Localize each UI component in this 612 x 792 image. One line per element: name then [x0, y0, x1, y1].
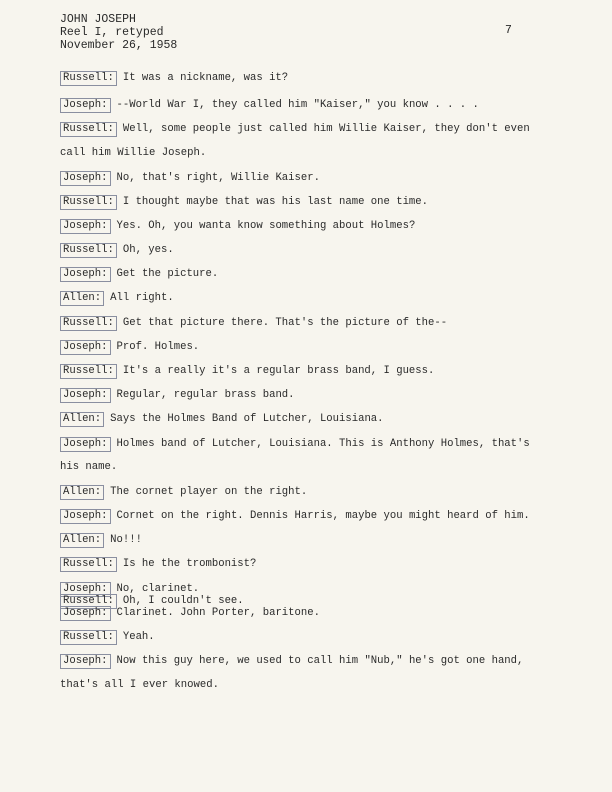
dialogue-text: It's a really it's a regular brass band, I guess.	[122, 365, 435, 377]
transcript-line	[60, 654, 592, 669]
speaker-label: Russell:	[60, 243, 117, 258]
transcript-line	[60, 630, 592, 645]
speaker-label: Joseph:	[60, 267, 111, 282]
transcript-line	[60, 437, 592, 452]
transcript-line	[60, 98, 592, 113]
transcript-line	[60, 243, 592, 258]
transcript-line	[60, 533, 592, 548]
dialogue-text: No, clarinet.	[116, 583, 200, 595]
dialogue-text: his name.	[60, 461, 118, 473]
dialogue-text: call him Willie Joseph.	[60, 147, 207, 159]
dialogue-text: Regular, regular brass band.	[116, 389, 295, 401]
dialogue-text: --World War I, they called him "Kaiser," you know . . . .	[116, 99, 479, 111]
speaker-label: Russell:	[60, 630, 117, 645]
dialogue-text: Is he the trombonist?	[122, 558, 257, 570]
transcript-line	[60, 267, 592, 282]
speaker-label: Allen:	[60, 533, 104, 548]
speaker-label: Joseph:	[60, 606, 111, 621]
dialogue-text: that's all I ever knowed.	[60, 679, 219, 691]
transcript-line	[60, 364, 592, 379]
transcript-line	[60, 291, 592, 306]
transcript-line	[60, 485, 592, 500]
speaker-label: Russell:	[60, 316, 117, 331]
speaker-label: Joseph:	[60, 340, 111, 355]
dialogue-text: Well, some people just called him Willie Kaiser, they don't even	[122, 123, 530, 135]
transcript-line	[60, 122, 592, 137]
dialogue-text: Get the picture.	[116, 268, 219, 280]
speaker-label: Russell:	[60, 195, 117, 210]
header-name: JOHN JOSEPH	[60, 13, 136, 26]
transcript-line	[60, 606, 592, 621]
speaker-label: Joseph:	[60, 98, 111, 113]
transcript-line	[60, 557, 592, 572]
dialogue-text: I thought maybe that was his last name one time.	[122, 196, 429, 208]
speaker-label: Russell:	[60, 364, 117, 379]
transcript-line	[60, 71, 592, 86]
transcript-line	[60, 412, 592, 427]
speaker-label: Russell:	[60, 557, 117, 572]
transcript-line	[60, 147, 592, 160]
dialogue-text: Clarinet. John Porter, baritone.	[116, 607, 320, 619]
transcript-line	[60, 509, 592, 524]
dialogue-text: Yes. Oh, you wanta know something about Holmes?	[116, 220, 416, 232]
dialogue-text: Oh, yes.	[122, 244, 174, 256]
page-number: 7	[505, 24, 512, 37]
header-date: November 26, 1958	[60, 39, 178, 52]
dialogue-text: Says the Holmes Band of Lutcher, Louisiana.	[110, 413, 384, 425]
dialogue-text: All right.	[110, 292, 174, 304]
dialogue-text: Oh, I couldn't see.	[122, 595, 244, 607]
speaker-label: Joseph:	[60, 654, 111, 669]
transcript-line	[60, 679, 592, 692]
dialogue-text: Cornet on the right. Dennis Harris, maybe you might heard of him.	[116, 510, 530, 522]
transcript-line	[60, 195, 592, 210]
dialogue-text: Yeah.	[122, 631, 155, 643]
dialogue-text: No!!!	[110, 534, 142, 546]
transcript-line	[60, 340, 592, 355]
header-reel: Reel I, retyped	[60, 26, 164, 39]
dialogue-text: Prof. Holmes.	[116, 341, 200, 353]
transcript-line	[60, 388, 592, 403]
speaker-label: Joseph:	[60, 171, 111, 186]
dialogue-text: It was a nickname, was it?	[122, 72, 289, 84]
dialogue-text: No, that's right, Willie Kaiser.	[116, 172, 320, 184]
speaker-label: Joseph:	[60, 219, 111, 234]
speaker-label: Russell:	[60, 122, 117, 137]
dialogue-text: Get that picture there. That's the picture of the--	[122, 317, 448, 329]
speaker-label: Russell:	[60, 594, 117, 609]
speaker-label: Allen:	[60, 412, 104, 427]
dialogue-text: Holmes band of Lutcher, Louisiana. This is Anthony Holmes, that's	[116, 438, 530, 450]
dialogue-text: The cornet player on the right.	[110, 486, 308, 498]
speaker-label: Russell:	[60, 71, 117, 86]
transcript-line	[60, 461, 592, 474]
speaker-label: Joseph:	[60, 509, 111, 524]
transcript-line	[60, 316, 592, 331]
transcript-line	[60, 171, 592, 186]
speaker-label: Allen:	[60, 485, 104, 500]
speaker-label: Joseph:	[60, 388, 111, 403]
transcript-line	[60, 219, 592, 234]
dialogue-text: Now this guy here, we used to call him "Nub," he's got one hand,	[116, 655, 524, 667]
speaker-label: Allen:	[60, 291, 104, 306]
speaker-label: Joseph:	[60, 437, 111, 452]
document-header	[60, 13, 177, 52]
speaker-label: Joseph:	[60, 582, 111, 597]
